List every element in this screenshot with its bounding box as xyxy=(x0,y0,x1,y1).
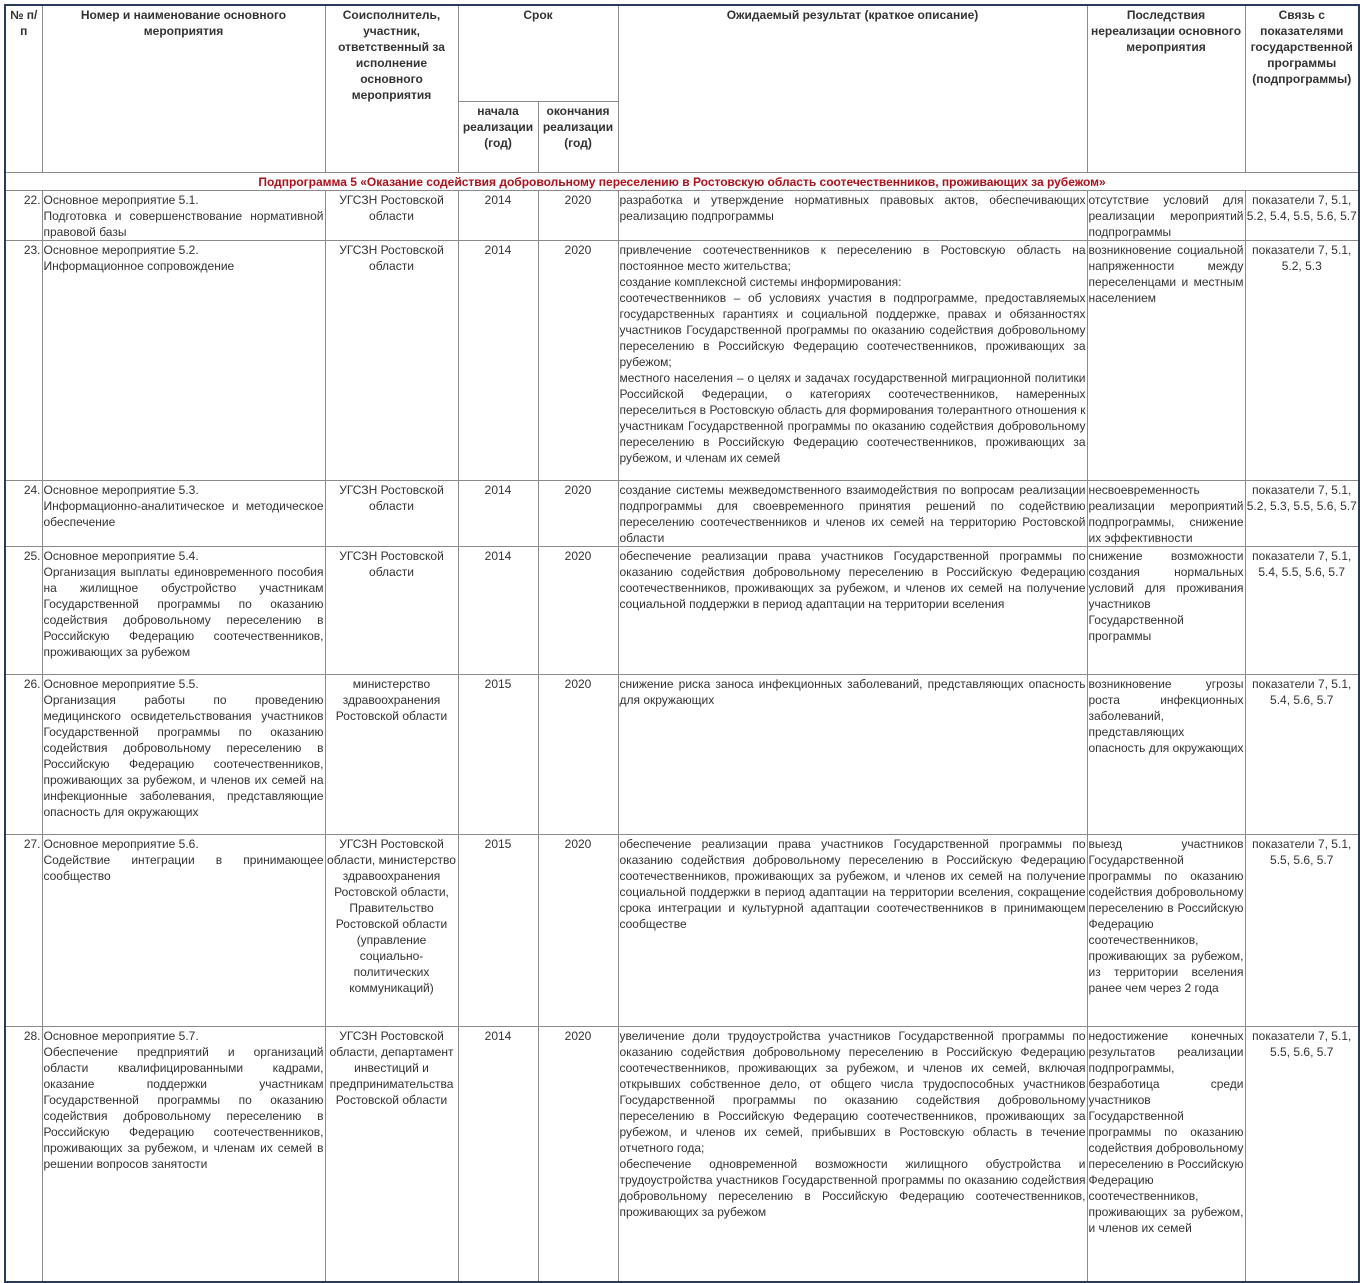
row-result xyxy=(618,480,1087,546)
row-executor: министерство здравоохранения Ростовской области xyxy=(325,674,458,834)
row-name xyxy=(42,190,325,240)
header-row xyxy=(5,5,1359,101)
header-consequences: Последствия нереализации основного мероприятия xyxy=(1087,5,1245,172)
row-link: показатели 7, 5.1, 5.4, 5.6, 5.7 xyxy=(1245,674,1359,834)
header-executor: Соисполнитель, участник, ответственный за исполнение основного мероприятия xyxy=(325,5,458,172)
header-result: Ожидаемый результат (краткое описание) xyxy=(618,5,1087,172)
row-start-year: 2015 xyxy=(458,674,538,834)
header-term: Срок xyxy=(458,5,618,101)
header-term-end: окончания реализации (год) xyxy=(538,101,618,172)
result-paragraph: разработка и утверждение нормативных правовых актов, обеспечивающих реализацию подпрограммы xyxy=(619,192,1086,223)
table-row xyxy=(5,1026,1359,1282)
row-executor: УГСЗН Ростовской области xyxy=(325,240,458,480)
measure-title: Подготовка и совершенствование нормативной правовой базы xyxy=(43,208,324,239)
row-start-year: 2014 xyxy=(458,190,538,240)
row-executor: УГСЗН Ростовской области xyxy=(325,190,458,240)
table-row xyxy=(5,546,1359,674)
table-row xyxy=(5,240,1359,480)
subprogram-title: Подпрограмма 5 «Оказание содействия добровольному переселению в Ростовскую область соотечественников, проживающих за рубежом» xyxy=(5,172,1359,190)
row-executor: УГСЗН Ростовской области, департамент инвестиций и предпринимательства Ростовской области xyxy=(325,1026,458,1282)
measure-code: Основное мероприятие 5.6. xyxy=(43,836,199,851)
row-result xyxy=(618,1026,1087,1282)
header-term-start: начала реализации (год) xyxy=(458,101,538,172)
table-row xyxy=(5,480,1359,546)
measure-code: Основное мероприятие 5.4. xyxy=(43,548,199,563)
result-paragraph: увеличение доли трудоустройства участников Государственной программы по оказанию содействия добровольному переселению в Российскую Федерацию соотечественников, проживающих за рубежом, и членов их семей, включая открывших собственное дело, от общего числа трудоспособных участников Государственной программы по оказанию содействия добровольному переселению в Российскую Федерацию соотечественников, проживающих за рубежом, и членов их семей, прибывших в Ростовскую область в течение отчетного года; xyxy=(619,1028,1086,1155)
measure-title: Информационно-аналитическое и методическое обеспечение xyxy=(43,498,324,529)
table-row xyxy=(5,190,1359,240)
row-end-year: 2020 xyxy=(538,480,618,546)
measure-code: Основное мероприятие 5.5. xyxy=(43,676,199,691)
row-consequences: недостижение конечных результатов реализации подпрограммы, безработица среди участников Государственной программы по оказанию содействия добровольному переселению в Российскую Федерацию соотечественников, проживающих за рубежом, и членов их семей xyxy=(1087,1026,1245,1282)
row-link: показатели 7, 5.1, 5.4, 5.5, 5.6, 5.7 xyxy=(1245,546,1359,674)
row-link: показатели 7, 5.1, 5.2, 5.3, 5.5, 5.6, 5.7 xyxy=(1245,480,1359,546)
result-paragraph: привлечение соотечественников к переселению в Ростовскую область на постоянное место жительства; xyxy=(619,242,1086,273)
row-link: показатели 7, 5.1, 5.2, 5.4, 5.5, 5.6, 5.7 xyxy=(1245,190,1359,240)
row-link: показатели 7, 5.1, 5.5, 5.6, 5.7 xyxy=(1245,834,1359,1026)
row-consequences: возникновение угрозы роста инфекционных заболеваний, представляющих опасность для окружающих xyxy=(1087,674,1245,834)
row-end-year: 2020 xyxy=(538,674,618,834)
row-consequences: несвоевременность реализации мероприятий подпрограммы, снижение их эффективности xyxy=(1087,480,1245,546)
measure-code: Основное мероприятие 5.2. xyxy=(43,242,199,257)
row-consequences: отсутствие условий для реализации мероприятий подпрограммы xyxy=(1087,190,1245,240)
row-name xyxy=(42,834,325,1026)
result-paragraph: соотечественников – об условиях участия в подпрограмме, предоставляемых государственных гарантиях и социальной поддержке, правах и обязанностях участников Государственной программы по оказанию содействия добровольному переселению в Российскую Федерацию соотечественников, проживающих за рубежом; xyxy=(619,290,1086,369)
measure-code: Основное мероприятие 5.3. xyxy=(43,482,199,497)
row-start-year: 2014 xyxy=(458,1026,538,1282)
measure-title: Организация выплаты единовременного пособия на жилищное обустройство участникам Государственной программы по оказанию содействия добровольному переселению в Российскую Федерацию соотечественников, проживающих за рубежом xyxy=(43,564,324,659)
header-num: № п/п xyxy=(5,5,42,172)
row-num: 22. xyxy=(5,190,42,240)
row-consequences: снижение возможности создания нормальных условий для проживания участников Государственной программы xyxy=(1087,546,1245,674)
header-link: Связь с показателями государственной программы (подпрограммы) xyxy=(1245,5,1359,172)
row-link: показатели 7, 5.1, 5.5, 5.6, 5.7 xyxy=(1245,1026,1359,1282)
subprogram-row xyxy=(5,172,1359,190)
row-end-year: 2020 xyxy=(538,190,618,240)
result-paragraph: местного населения – о целях и задачах государственной миграционной политики Российской Федерации, о категориях соотечественников, намеренных переселиться в Ростовскую область для формирования толерантного отношения к участникам Государственной программы по оказанию содействия добровольному переселению в Российскую Федерацию соотечественников, проживающих за рубежом, и членам их семей xyxy=(619,370,1086,465)
result-paragraph: создание системы межведомственного взаимодействия по вопросам реализации подпрограммы для своевременного принятия решений по содействию переселению соотечественников и членов их семей на территорию Ростовской области xyxy=(619,482,1086,545)
measure-code: Основное мероприятие 5.7. xyxy=(43,1028,199,1043)
result-paragraph: обеспечение реализации права участников Государственной программы по оказанию содействия добровольному переселению в Российскую Федерацию соотечественников, проживающих за рубежом, и членов их семей на получение социальной поддержки в период адаптации на территории вселения, сокращение срока интеграции и культурной адаптации соотечественников в принимающем сообществе xyxy=(619,836,1086,931)
row-end-year: 2020 xyxy=(538,240,618,480)
row-executor: УГСЗН Ростовской области xyxy=(325,480,458,546)
measures-table xyxy=(4,4,1360,1283)
row-start-year: 2014 xyxy=(458,480,538,546)
row-name xyxy=(42,240,325,480)
row-end-year: 2020 xyxy=(538,834,618,1026)
row-start-year: 2014 xyxy=(458,546,538,674)
row-result xyxy=(618,240,1087,480)
row-consequences: возникновение социальной напряженности между переселенцами и местным населением xyxy=(1087,240,1245,480)
row-consequences: выезд участников Государственной программы по оказанию содействия добровольному переселению в Российскую Федерацию соотечественников, проживающих за рубежом, из территории вселения ранее чем через 2 года xyxy=(1087,834,1245,1026)
row-result xyxy=(618,834,1087,1026)
row-num: 26. xyxy=(5,674,42,834)
table-row xyxy=(5,834,1359,1026)
measure-title: Содействие интеграции в принимающее сообщество xyxy=(43,852,324,883)
row-end-year: 2020 xyxy=(538,546,618,674)
result-paragraph: создание комплексной системы информирования: xyxy=(619,274,902,289)
measure-title: Организация работы по проведению медицинского освидетельствования участников Государственной программы по оказанию содействия добровольному переселению в Российскую Федерацию соотечественников, проживающих за рубежом, и членов их семей на инфекционные заболевания, представляющие опасность для окружающих xyxy=(43,692,324,819)
row-end-year: 2020 xyxy=(538,1026,618,1282)
table-row xyxy=(5,674,1359,834)
row-result xyxy=(618,190,1087,240)
row-name xyxy=(42,480,325,546)
row-num: 24. xyxy=(5,480,42,546)
row-link: показатели 7, 5.1, 5.2, 5.3 xyxy=(1245,240,1359,480)
row-num: 28. xyxy=(5,1026,42,1282)
row-num: 25. xyxy=(5,546,42,674)
result-paragraph: снижение риска заноса инфекционных заболеваний, представляющих опасность для окружающих xyxy=(619,676,1086,707)
row-name xyxy=(42,546,325,674)
row-executor: УГСЗН Ростовской области xyxy=(325,546,458,674)
row-result xyxy=(618,546,1087,674)
row-start-year: 2015 xyxy=(458,834,538,1026)
row-executor: УГСЗН Ростовской области, министерство здравоохранения Ростовской области, Правительство Ростовской области (управление социально-политических коммуникаций) xyxy=(325,834,458,1026)
header-name: Номер и наименование основного мероприятия xyxy=(42,5,325,172)
row-name xyxy=(42,1026,325,1282)
row-name xyxy=(42,674,325,834)
result-paragraph: обеспечение реализации права участников Государственной программы по оказанию содействия добровольному переселению в Российскую Федерацию соотечественников, проживающих за рубежом, и членов их семей на получение социальной поддержки в период адаптации на территории вселения xyxy=(619,548,1086,611)
row-result xyxy=(618,674,1087,834)
measure-code: Основное мероприятие 5.1. xyxy=(43,192,199,207)
row-start-year: 2014 xyxy=(458,240,538,480)
result-paragraph: обеспечение одновременной возможности жилищного обустройства и трудоустройства участников Государственной программы по оказанию содействия добровольному переселению в Российскую Федерацию соотечественников, проживающих за рубежом xyxy=(619,1156,1086,1219)
measure-title: Обеспечение предприятий и организаций области квалифицированными кадрами, оказание поддержки участникам Государственной программы по оказанию содействия добровольному переселению в Российскую Федерацию соотечественников, проживающих за рубежом, и членам их семей в решении вопросов занятости xyxy=(43,1044,324,1171)
row-num: 23. xyxy=(5,240,42,480)
row-num: 27. xyxy=(5,834,42,1026)
measure-title: Информационное сопровождение xyxy=(43,258,235,273)
